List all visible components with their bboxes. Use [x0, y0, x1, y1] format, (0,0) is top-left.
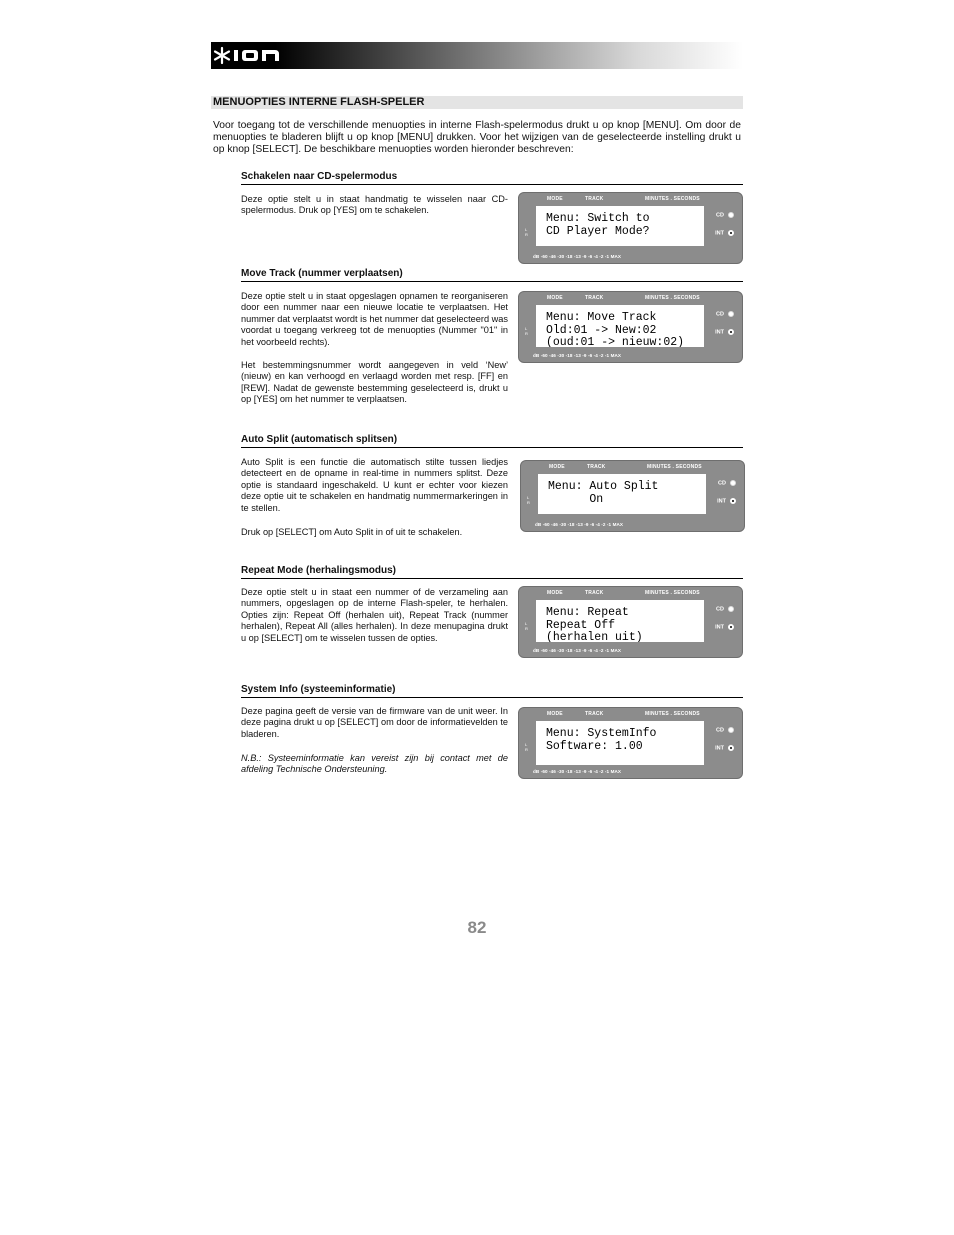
option-title-move-track: Move Track (nummer verplaatsen): [241, 267, 743, 282]
option-title-cd-mode: Schakelen naar CD-spelermodus: [241, 170, 743, 185]
track-label: TRACK: [585, 196, 604, 202]
lcd-line: Menu: Auto Split: [548, 480, 659, 493]
channel-label: L R: [525, 227, 528, 237]
lcd-line: (herhalen uit): [546, 631, 643, 642]
page-number: 82: [467, 918, 487, 937]
device-display: [520, 460, 745, 532]
lcd-line: Menu: Switch to: [546, 212, 650, 225]
level-meter-scale: dB -60 -46 -30 -18 -13 -9 -6 -4 -2 -1 MAX: [535, 522, 624, 527]
lcd-line: (oud:01 -> nieuw:02): [546, 336, 685, 347]
lcd-line: Software: 1.00: [546, 739, 643, 753]
option-title-repeat-mode: Repeat Mode (herhalingsmodus): [241, 564, 743, 579]
led-icon: [728, 745, 734, 751]
channel-label: L R: [525, 621, 528, 631]
lcd-screen: [536, 721, 704, 765]
time-label: MINUTES . SECONDS: [645, 590, 700, 596]
option-note: N.B.: Systeeminformatie kan vereist zijn bij contact met de afdeling Technische Ondersteuning.: [241, 753, 508, 775]
lcd-line: Menu: Move Track: [546, 311, 657, 324]
channel-label: L R: [525, 326, 528, 336]
led-icon: [730, 480, 736, 486]
level-meter-scale: dB -60 -46 -30 -18 -13 -9 -6 -4 -2 -1 MAX: [533, 648, 622, 653]
level-meter-scale: dB -60 -46 -30 -18 -13 -9 -6 -4 -2 -1 MAX: [533, 254, 622, 259]
section-title: MENUOPTIES INTERNE FLASH-SPELER: [211, 96, 743, 109]
channel-label: L R: [527, 495, 530, 505]
time-label: MINUTES . SECONDS: [645, 711, 700, 717]
cd-indicator: CD: [716, 606, 734, 613]
mode-label: MODE: [547, 711, 563, 717]
option-text: Deze optie stelt u in staat een nummer of de verzameling aan nummers, opgeslagen op de interne Flash-speler, te herhalen. Opties zijn: Repeat Off (herhalen uit), Repeat Track (nummer herhalen), Repeat All (alles herhalen). In deze menupagina drukt u op [SELECT] om te wisselen tussen de opties.: [241, 587, 508, 643]
option-text: Druk op [SELECT] om Auto Split in of uit te schakelen.: [241, 527, 463, 537]
option-text: Deze optie stelt u in staat opgeslagen opnamen te reorganiseren door een nummer naar een nieuwe locatie te verplaatsen. Het nummer dat verplaatst wordt is het nummer dat geselecteerd was voordat u toegang verkreeg tot de menuopties (Nummer "01" in het voorbeeld rechts).: [241, 291, 508, 347]
intro-paragraph: Voor toegang tot de verschillende menuopties in interne Flash-spelermodus drukt u op knop [MENU]. Om door de menuopties te bladeren blijft u op knop [MENU] drukken. Voor het wijzigen van de geselecteerde instelling drukt u op knop [SELECT]. De beschikbare menuopties worden hieronder beschreven:: [213, 120, 741, 156]
mode-label: MODE: [547, 196, 563, 202]
led-icon: [728, 212, 734, 218]
cd-indicator: CD: [716, 727, 734, 734]
mode-label: MODE: [549, 464, 565, 470]
lcd-screen: [536, 600, 704, 642]
option-title-auto-split: Auto Split (automatisch splitsen): [241, 433, 743, 448]
track-label: TRACK: [587, 464, 606, 470]
device-display: [518, 586, 743, 658]
lcd-screen: [536, 305, 704, 347]
cd-indicator: CD: [716, 212, 734, 219]
level-meter-scale: dB -60 -46 -30 -18 -13 -9 -6 -4 -2 -1 MAX: [533, 769, 622, 774]
ion-logo: [213, 45, 283, 66]
int-indicator: INT: [715, 230, 734, 237]
lcd-line: Repeat Off: [546, 618, 616, 632]
int-indicator: INT: [715, 745, 734, 752]
option-text: Deze pagina geeft de versie van de firmware van de unit weer. In deze pagina drukt u op [SELECT] om door de informatievelden te bladeren.: [241, 706, 508, 739]
lcd-line: Menu: Repeat: [546, 606, 629, 619]
header-bar: [211, 42, 743, 69]
led-icon: [728, 329, 734, 335]
device-display: [518, 291, 743, 363]
time-label: MINUTES . SECONDS: [647, 464, 702, 470]
led-icon: [728, 727, 734, 733]
lcd-screen: [536, 206, 704, 246]
track-label: TRACK: [585, 711, 604, 717]
lcd-line: Menu: SystemInfo: [546, 727, 657, 740]
option-text: Het bestemmingsnummer wordt aangegeven in veld ‘New’ (nieuw) en kan verhoogd en verlaagd worden met resp. [FF] en [REW]. Nadat de gewenste bestemming geselecteerd is, drukt u op [YES] om het nummer te verplaatsen.: [241, 360, 508, 405]
option-title-system-info: System Info (systeeminformatie): [241, 683, 743, 698]
led-icon: [728, 230, 734, 236]
device-display: [518, 192, 743, 264]
mode-label: MODE: [547, 295, 563, 301]
device-display: [518, 707, 743, 779]
int-indicator: INT: [717, 498, 736, 505]
led-icon: [728, 624, 734, 630]
int-indicator: INT: [715, 624, 734, 631]
mode-label: MODE: [547, 590, 563, 596]
led-icon: [728, 606, 734, 612]
led-icon: [730, 498, 736, 504]
level-meter-scale: dB -60 -46 -30 -18 -13 -9 -6 -4 -2 -1 MAX: [533, 353, 622, 358]
lcd-screen: [538, 474, 706, 514]
option-text: Deze optie stelt u in staat handmatig te wisselen naar CD-spelermodus. Druk op [YES] om te schakelen.: [241, 194, 508, 216]
cd-indicator: CD: [716, 311, 734, 318]
int-indicator: INT: [715, 329, 734, 336]
option-text: Auto Split is een functie die automatisch stilte tussen liedjes detecteert en de opname in real-time in nummers splitst. Deze optie is standaard ingeschakeld. U kunt er echter voor kiezen deze optie uit te schakelen en handmatig nummermarkeringen in te stellen.: [241, 457, 508, 513]
time-label: MINUTES . SECONDS: [645, 295, 700, 301]
lcd-line: On: [548, 492, 604, 506]
time-label: MINUTES . SECONDS: [645, 196, 700, 202]
cd-indicator: CD: [718, 480, 736, 487]
lcd-line: CD Player Mode?: [546, 224, 650, 238]
channel-label: L R: [525, 742, 528, 752]
track-label: TRACK: [585, 295, 604, 301]
track-label: TRACK: [585, 590, 604, 596]
lcd-line: Old:01 -> New:02: [546, 323, 657, 337]
led-icon: [728, 311, 734, 317]
